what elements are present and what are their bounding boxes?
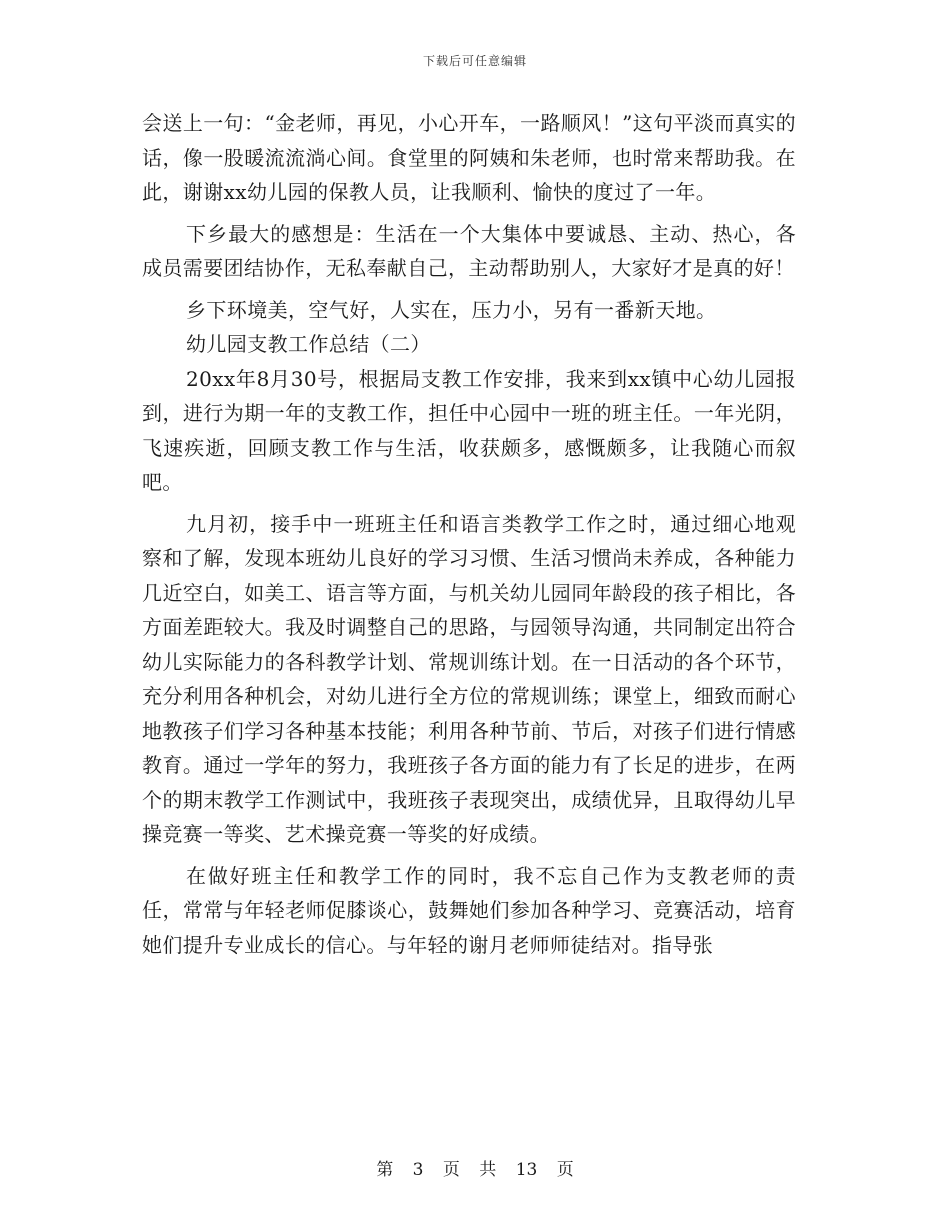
- footer-suffix: 页: [556, 1160, 574, 1180]
- document-body: [142, 106, 796, 962]
- footer-current-page: 3: [412, 1160, 424, 1180]
- section-heading: 幼儿园支教工作总结（二）: [186, 332, 431, 356]
- paragraph-countryside: 乡下环境美，空气好，人实在，压力小，另有一番新天地。: [186, 297, 717, 322]
- paragraph-mentoring: 在做好班主任和教学工作的同时，我不忘自己作为支教老师的责任，常常与年轻老师促膝谈心，鼓舞她们参加各种学习、竞赛活动，培育她们提升专业成长的信心。与年轻的谢月老师师徒结对。指导张: [142, 863, 796, 957]
- page-footer: [0, 1155, 950, 1180]
- footer-total-pages: 13: [515, 1160, 538, 1180]
- paragraph-september: 九月初，接手中一班班主任和语言类教学工作之时，通过细心地观察和了解，发现本班幼儿良好的学习习惯、生活习惯尚未养成，各种能力几近空白，如美工、语言等方面，与机关幼儿园同年龄段的孩子相比，各方面差距较大。我及时调整自己的思路，与园领导沟通，共同制定出符合幼儿实际能力的各科教学计划、常规训练计划。在一日活动的各个环节，充分利用各种机会，对幼儿进行全方位的常规训练；课堂上，细致而耐心地教孩子们学习各种基本技能；利用各种节前、节后，对孩子们进行情感教育。通过一学年的努力，我班孩子各方面的能力有了长足的进步，在两个的期末教学工作测试中，我班孩子表现突出，成绩优异，且取得幼儿早操竞赛一等奖、艺术操竞赛一等奖的好成绩。: [142, 511, 796, 846]
- paragraph-intro: 20xx年8月30号，根据局支教工作安排，我来到xx镇中心幼儿园报到，进行为期一年的支教工作，担任中心园中一班的班主任。一年光阴，飞速疾逝，回顾支教工作与生活，收获颇多，感慨颇多，让我随心而叙吧。: [142, 366, 796, 494]
- page-header-note: 下载后可任意编辑: [422, 54, 527, 68]
- footer-total-word: 共: [479, 1160, 497, 1180]
- paragraph-reflection: 下乡最大的感想是：生活在一个大集体中要诚恳、主动、热心，各成员需要团结协作，无私奉献自己，主动帮助别人，大家好才是真的好！: [142, 221, 796, 280]
- footer-prefix: 第: [376, 1160, 394, 1180]
- footer-page-word: 页: [442, 1160, 460, 1180]
- paragraph-continued: 会送上一句：“金老师，再见，小心开车，一路顺风！”这句平淡而真实的话，像一股暖流流淌心间。食堂里的阿姨和朱老师，也时常来帮助我。在此，谢谢xx幼儿园的保教人员，让我顺利、愉快的度过了一年。: [142, 111, 796, 204]
